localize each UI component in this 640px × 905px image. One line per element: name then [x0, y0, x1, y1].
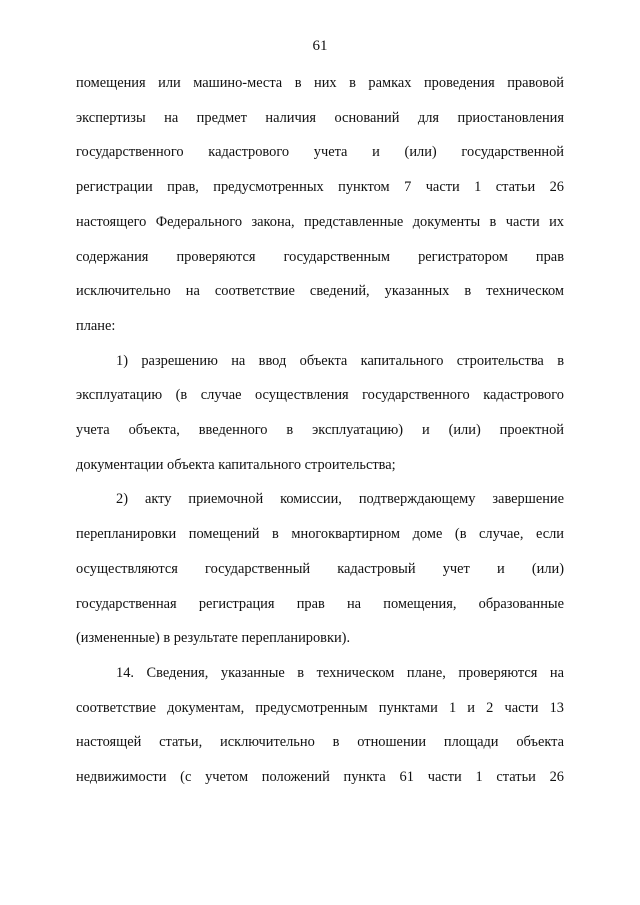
text-line: настоящего Федерального закона, представленные документы в части их	[76, 213, 564, 230]
list-item-2	[76, 482, 564, 656]
text-line: 2) акту приемочной комиссии, подтверждающему завершение	[116, 491, 564, 508]
text-line: государственная регистрация прав на помещения, образованные	[76, 595, 564, 612]
text-line: плане:	[76, 317, 116, 334]
text-line: настоящей статьи, исключительно в отношении площади объекта	[76, 734, 564, 751]
text-line: экспертизы на предмет наличия оснований для приостановления	[76, 109, 564, 126]
page-number: 61	[312, 38, 328, 54]
text-line: (измененные) в результате перепланировки).	[76, 630, 351, 647]
text-line: недвижимости (с учетом положений пункта 61 части 1 статьи 26	[76, 769, 564, 786]
list-item-1	[76, 344, 564, 483]
text-line: эксплуатацию (в случае осуществления государственного кадастрового	[76, 387, 564, 404]
paragraph-14	[76, 656, 564, 795]
text-line: учета объекта, введенного в эксплуатацию) и (или) проектной	[76, 422, 564, 439]
text-line: 1) разрешению на ввод объекта капитального строительства в	[116, 352, 564, 369]
text-line: 14. Сведения, указанные в техническом плане, проверяются на	[116, 664, 564, 681]
paragraph-intro	[76, 66, 564, 344]
text-line: осуществляются государственный кадастровый учет и (или)	[76, 560, 564, 577]
text-line: исключительно на соответствие сведений, указанных в техническом	[76, 283, 564, 300]
text-line: содержания проверяются государственным регистратором прав	[76, 248, 564, 265]
text-line: перепланировки помещений в многоквартирном доме (в случае, если	[76, 526, 564, 543]
text-line: документации объекта капитального строительства;	[76, 456, 396, 473]
text-line: помещения или машино-места в них в рамках проведения правовой	[76, 75, 564, 91]
text-line: соответствие документам, предусмотренным пунктами 1 и 2 части 13	[76, 699, 564, 716]
text-line: регистрации прав, предусмотренных пунктом 7 части 1 статьи 26	[76, 179, 564, 196]
text-line: государственного кадастрового учета и (или) государственной	[76, 144, 564, 161]
document-body	[76, 66, 564, 795]
